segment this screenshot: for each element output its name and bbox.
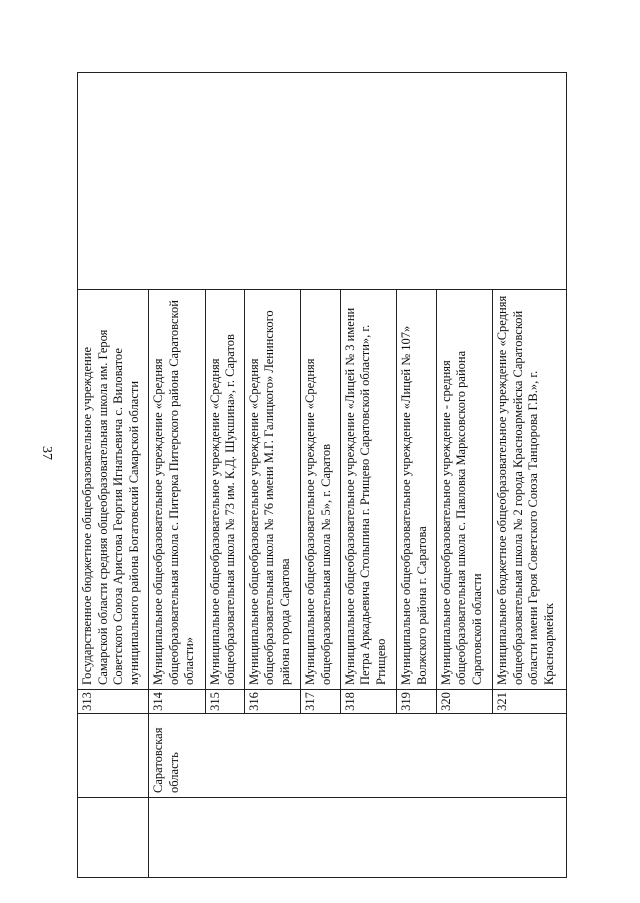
row-number: 315: [205, 690, 244, 714]
table-container: [77, 73, 567, 878]
school-name: Муниципальное общеобразовательное учреждение «Средняя общеобразовательная школа № 73 им. К.Д. Шукшина», г. Саратов: [205, 290, 244, 690]
row-number: 316: [244, 690, 301, 714]
row-number: 320: [436, 690, 493, 714]
row-number: 314: [149, 690, 206, 714]
row-number: 318: [340, 690, 397, 714]
school-name: Муниципальное общеобразовательное учреждение «Лицей № 3 имени Петра Аркадьевича Столыпина г. Ртищево Саратовской области», г. Ртищево: [340, 290, 397, 690]
school-name: Государственное бюджетное общеобразовательное учреждение Самарской области средняя общеобразовательная школа им. Героя Советского Союза Аристова Георгия Игнатьевича с. Виловатое муниципального района Богатовский Самарской области: [78, 290, 149, 690]
school-name: Муниципальное общеобразовательное учреждение «Средняя общеобразовательная школа № 5», г. Саратов: [301, 290, 340, 690]
school-name: Муниципальное бюджетное общеобразовательное учреждение «Средняя общеобразовательная школа № 2 города Красноармейска Саратовской области имени Героя Советского Союза Танцорова Г.В.», г. Красноармейск: [493, 290, 567, 690]
table-row: [78, 73, 149, 878]
school-name: Муниципальное общеобразовательное учреждение «Средняя общеобразовательная школа № 76 имени М.Г. Галицкого» Ленинского района города Саратова: [244, 290, 301, 690]
school-name: Муниципальное общеобразовательное учреждение «Средняя общеобразовательная школа с. Питерка Питерского района Саратовской области»: [149, 290, 206, 690]
region-cell: [78, 714, 149, 798]
rotated-table-frame: [77, 73, 567, 878]
row-number: 313: [78, 690, 149, 714]
school-name: Муниципальное общеобразовательное учреждение «Лицей № 107» Волжского района г. Саратова: [397, 290, 436, 690]
blank-cell: [149, 798, 567, 878]
schools-table: [77, 72, 567, 878]
page-number: 37: [39, 446, 54, 460]
row-number: 317: [301, 690, 340, 714]
region-cell: Саратовская область: [149, 714, 567, 798]
row-number: 319: [397, 690, 436, 714]
blank-cell: [78, 798, 149, 878]
blank-column-cell: [78, 73, 567, 290]
school-name: Муниципальное общеобразовательное учреждение - средняя общеобразовательная школа с. Павловка Марксовского района Саратовской области: [436, 290, 493, 690]
row-number: 321: [493, 690, 567, 714]
